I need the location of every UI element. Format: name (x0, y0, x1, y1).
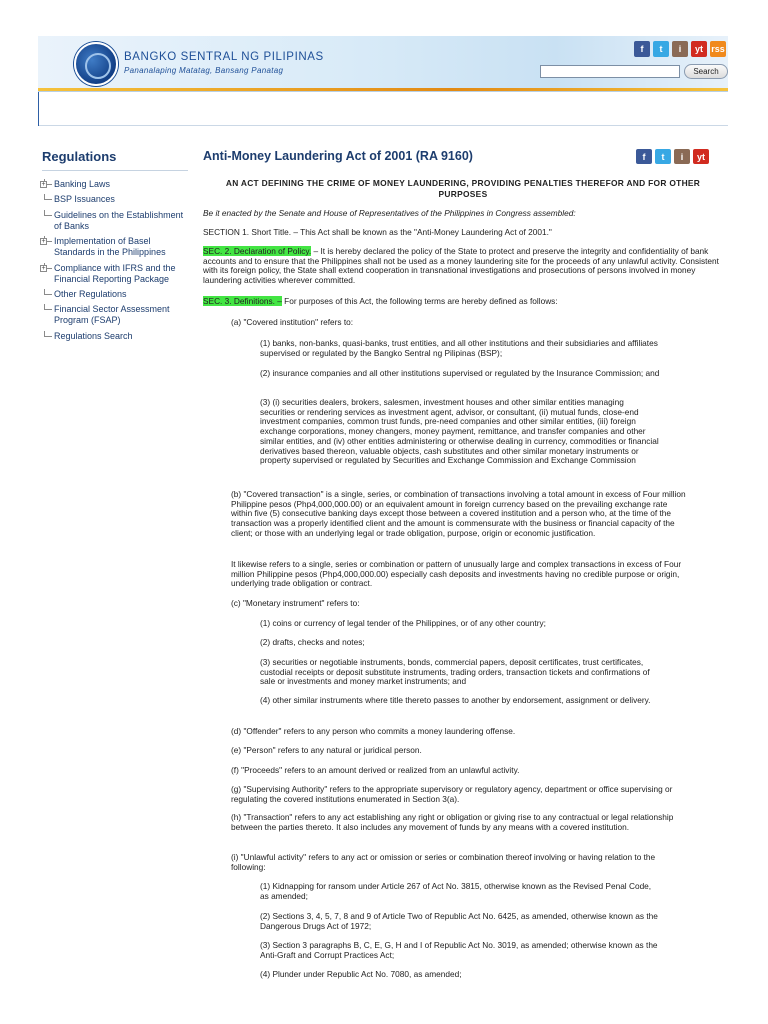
instagram-icon[interactable]: i (672, 41, 688, 57)
definition-c1: (1) coins or currency of legal tender of the Philippines, or of any other country; (260, 618, 546, 628)
twitter-icon[interactable]: t (655, 149, 671, 164)
search-input[interactable] (540, 65, 680, 78)
youtube-icon[interactable]: yt (691, 41, 707, 57)
section-1: SECTION 1. Short Title. – This Act shall be known as the "Anti-Money Laundering Act of 2001." (203, 227, 552, 237)
unlawful-activity-1: (1) Kidnapping for ransom under Article 267 of Act No. 3815, otherwise known as the Revised Penal Code, as amended; (260, 881, 652, 901)
definition-b-continued: It likewise refers to a single, series or combination or pattern of unusually large and complex transactions in excess of Four million Philippine pesos (Php4,000,000.00) especially cash deposits and investments having no credible purpose or origin, underlying trade obligation or contract. (231, 559, 682, 589)
definition-a3: (3) (i) securities dealers, brokers, salesmen, investment houses and other similar entities managing securities or rendering services as investment agent, advisor, or consultant, (ii) mutual funds, close-end investment companies, common trust funds, pre-need companies and other similar entities, (iii) foreign exchange corporations, money changers, money payment, remittance, and transfer companies and other similar entities, and (iv) other entities administering or otherwise dealing in currency, commodities or financial derivatives based thereon, valuable objects, cash substitutes and other similar monetary instruments or property supervised or regulated by Securities and Exchange Commission and Exchange Commission (260, 397, 659, 466)
expand-icon[interactable]: + (41, 238, 46, 246)
definition-g: (g) "Supervising Authority" refers to the appropriate supervisory or regulatory agency, department or office supervising or regulating the covered institutions enumerated in Section 3(a). (231, 784, 673, 804)
definition-c3: (3) securities or negotiable instruments, bonds, commercial papers, deposit certificates, trust certificates, custodial receipts or deposit substitute instruments, trading orders, transaction tickets and confirmations of sale or investments and money market instruments; and (260, 657, 650, 687)
site-header (38, 36, 728, 92)
definition-d: (d) "Offender" refers to any person who commits a money laundering offense. (231, 726, 516, 736)
definition-c: (c) "Monetary instrument" refers to: (231, 598, 360, 608)
header-divider-vertical (38, 92, 39, 126)
definition-a1: (1) banks, non-banks, quasi-banks, trust entities, and all other institutions and their subsidiaries and affiliates supervised or regulated by the Bangko Sentral ng Pilipinas (BSP); (260, 338, 658, 358)
share-links (636, 149, 709, 164)
bank-motto: Pananalaping Matatag, Bansang Panatag (124, 66, 284, 75)
header-social-links (634, 41, 726, 57)
youtube-icon[interactable]: yt (693, 149, 709, 164)
definition-a2: (2) insurance companies and all other institutions supervised or regulated by the Insurance Commission; and (260, 368, 660, 378)
rss-icon[interactable]: rss (710, 41, 726, 57)
bsp-logo[interactable] (74, 42, 118, 86)
sidebar-item-bsp-issuances[interactable]: BSP Issuances (42, 194, 192, 205)
search-button[interactable]: Search (684, 64, 728, 79)
definition-c2: (2) drafts, checks and notes; (260, 637, 365, 647)
facebook-icon[interactable]: f (636, 149, 652, 164)
unlawful-activity-4: (4) Plunder under Republic Act No. 7080, as amended; (260, 969, 462, 979)
header-divider (39, 125, 728, 126)
sidebar-item-fsap[interactable]: Financial Sector Assessment Program (FSAP) (42, 304, 192, 326)
sidebar-item-guidelines[interactable]: Guidelines on the Establishment of Banks (42, 210, 192, 232)
expand-icon[interactable]: + (41, 181, 46, 188)
definition-e: (e) "Person" refers to any natural or juridical person. (231, 745, 422, 755)
instagram-icon[interactable]: i (674, 149, 690, 164)
section-3: SEC. 3. Definitions. – For purposes of this Act, the following terms are hereby defined as follows: (203, 296, 558, 306)
sidebar-item-ifrs[interactable]: + Compliance with IFRS and the Financial Reporting Package (41, 262, 176, 284)
bank-name[interactable]: BANGKO SENTRAL NG PILIPINAS (124, 51, 324, 63)
definition-a: (a) "Covered institution" refers to: (231, 317, 354, 327)
section-3-label: SEC. 3. Definitions. – (203, 296, 282, 306)
sidebar-item-basel[interactable]: + Implementation of Basel Standards in the Philippines (41, 236, 166, 258)
act-heading: AN ACT DEFINING THE CRIME OF MONEY LAUNDERING, PROVIDING PENALTIES THEREFOR AND FOR OTHER PURPOSES (225, 178, 701, 199)
unlawful-activity-2: (2) Sections 3, 4, 5, 7, 8 and 9 of Article Two of Republic Act No. 6425, as amended, otherwise known as the Dangerous Drugs Act of 1972; (260, 911, 658, 931)
section-2-label: SEC. 2. Declaration of Policy. (203, 246, 312, 256)
sidebar-title: Regulations (42, 149, 117, 164)
unlawful-activity-3: (3) Section 3 paragraphs B, C, E, G, H and I of Republic Act No. 3019, as amended; otherwise known as the Anti-Graft and Corrupt Practices Act; (260, 940, 658, 960)
page-title: Anti-Money Laundering Act of 2001 (RA 9160) (203, 149, 473, 163)
sidebar-item-banking-laws[interactable]: + Banking Laws (41, 179, 111, 189)
definition-f: (f) "Proceeds" refers to an amount derived or realized from an unlawful activity. (231, 765, 520, 775)
expand-icon[interactable]: + (41, 264, 46, 272)
section-2: SEC. 2. Declaration of Policy. – It is hereby declared the policy of the State to protect and preserve the integrity and confidentiality of bank accounts and to ensure that the Philippines shall not be used as a money laundering site for the proceeds of any unlawful activity. Consistent with its foreign policy, the State shall extend cooperation in transnational investigations and prosecutions of persons involved in money laundering activities wherever committed. (203, 246, 719, 286)
definition-i: (i) "Unlawful activity" refers to any act or omission or series or combination thereof involving or having relation to the following: (231, 852, 656, 872)
definition-h: (h) "Transaction" refers to any act establishing any right or obligation or giving rise to any contractual or legal relationship between the parties thereto. It also includes any movement of funds by any means with a covered institution. (231, 812, 674, 832)
sidebar-divider (42, 170, 188, 171)
definition-b: (b) "Covered transaction" is a single, series, or combination of transactions involving a total amount in excess of Four million Philippine pesos (Php4,000,000.00) or an equivalent amount in foreign currency based on the prevailing exchange rate within five (5) consecutive banking days except those between a covered institution and a person who, at the time of the transaction was a properly identified client and the amount is commensurate with the business or financial capacity of the client; or those with an underlying legal or trade obligation, purpose, origin or economic justification. (231, 489, 686, 538)
twitter-icon[interactable]: t (653, 41, 669, 57)
facebook-icon[interactable]: f (634, 41, 650, 57)
definition-c4: (4) other similar instruments where title thereto passes to another by endorsement, assignment or delivery. (260, 695, 651, 705)
enacting-clause: Be it enacted by the Senate and House of Representatives of the Philippines in Congress assembled: (203, 208, 576, 218)
sidebar-item-regulations-search[interactable]: Regulations Search (42, 331, 192, 342)
sidebar-item-other-regulations[interactable]: Other Regulations (42, 289, 192, 300)
sidebar-nav (42, 179, 192, 346)
